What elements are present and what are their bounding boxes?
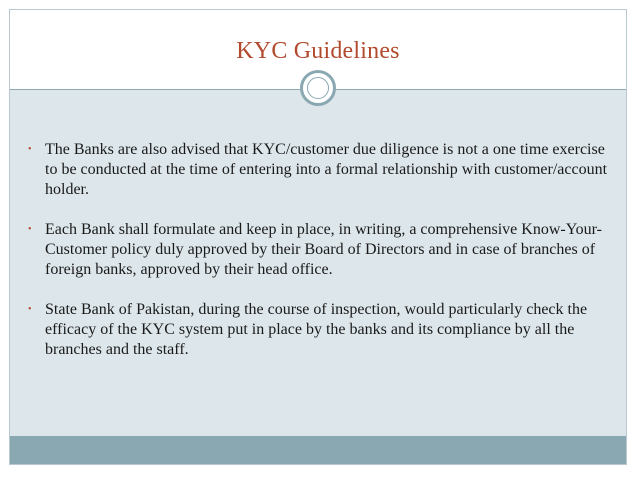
- bullet-text: The Banks are also advised that KYC/customer due diligence is not a one time exercise to be conducted at the time of entering into a formal relationship with customer/account holder.: [45, 141, 608, 198]
- bullet-item-3: [28, 300, 608, 360]
- bullet-text: Each Bank shall formulate and keep in place, in writing, a comprehensive Know-Your-Customer policy duly approved by their Board of Directors and in case of branches of foreign banks, approved by their head office.: [45, 221, 603, 278]
- bullet-icon: •: [28, 304, 32, 315]
- bullet-text: State Bank of Pakistan, during the course of inspection, would particularly check the efficacy of the KYC system put in place by the banks and its compliance by all the branches and the staff.: [45, 301, 588, 358]
- footer-band: [10, 436, 626, 464]
- bullet-icon: •: [28, 144, 32, 155]
- bullet-list: [28, 140, 608, 380]
- bullet-icon: •: [28, 224, 32, 235]
- circle-ornament-icon: [300, 70, 336, 106]
- slide-title: KYC Guidelines: [236, 38, 400, 64]
- circle-ornament-inner: [307, 77, 329, 99]
- bullet-item-1: [28, 140, 608, 200]
- bullet-item-2: [28, 220, 608, 280]
